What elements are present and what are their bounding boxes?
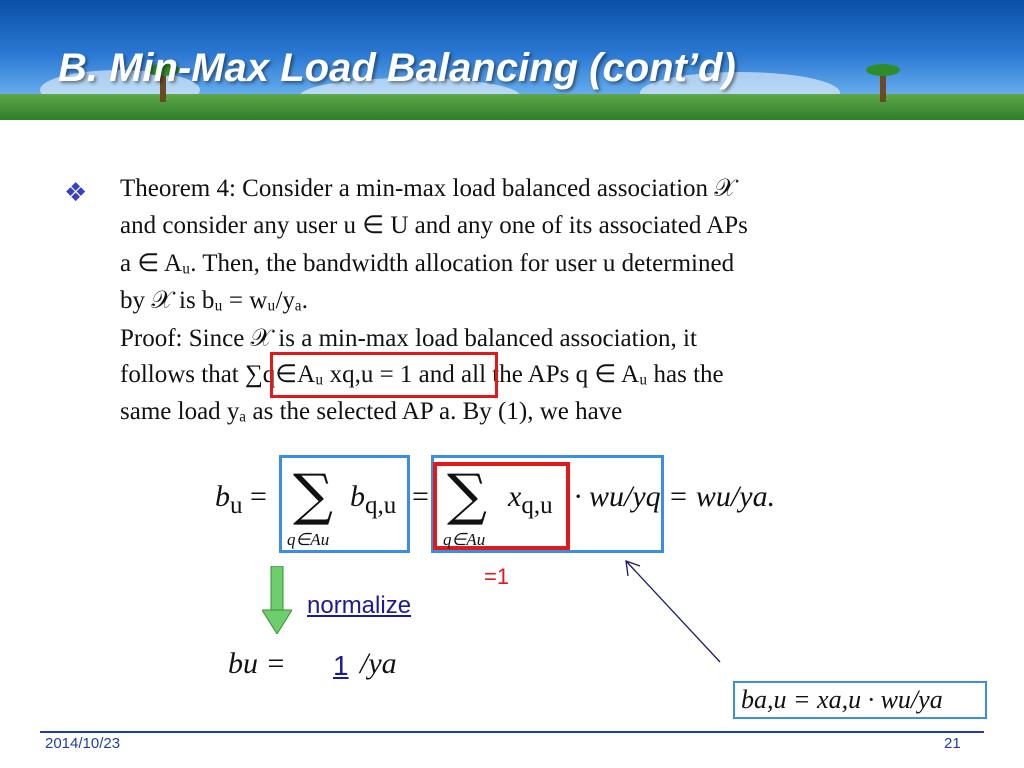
sum2-term: $x_{q,u}$	[508, 480, 553, 519]
slide-title: B. Min-Max Load Balancing (cont’d)	[58, 46, 736, 90]
palm-leaf	[866, 64, 900, 76]
footer-date: 2014/10/23	[45, 735, 121, 752]
sum1-term: $b_{q,u}$	[350, 480, 397, 519]
equation-tail: · wu/yq = wu/ya.	[574, 480, 776, 513]
theorem-line-3: a ∈ Aᵤ. Then, the bandwidth allocation for user u determined	[120, 250, 735, 277]
sigma-symbol: ∑	[293, 463, 333, 528]
page-number: 21	[944, 735, 961, 752]
footer-divider	[40, 731, 984, 733]
equation-equals: =	[412, 480, 429, 513]
proof-line-2: follows that ∑q∈Aᵤ xq,u = 1 and all the APs q ∈ Aᵤ has the	[120, 361, 724, 388]
sum-highlight-box	[270, 352, 498, 398]
theorem-line-2: and consider any user u ∈ U and any one of its associated APs	[120, 212, 748, 239]
normalize-label: normalize	[307, 592, 412, 619]
sigma-symbol: ∑	[447, 463, 487, 528]
equals-one-label: =1	[484, 564, 510, 589]
theorem-line-4: by 𝒳 is bᵤ = wᵤ/yₐ.	[120, 287, 308, 314]
proof-line-1: Proof: Since 𝒳 is a min-max load balanced association, it	[120, 325, 697, 352]
normalized-tail: /ya	[360, 647, 397, 680]
diamond-cluster-icon: ❖	[64, 178, 88, 208]
normalized-lhs: bu =	[228, 647, 286, 680]
annotation-formula: ba,u = xa,u · wu/ya	[733, 681, 987, 719]
theorem-line-1: Theorem 4: Consider a min-max load balanced association 𝒳	[120, 175, 736, 202]
sum1-index: q∈Au	[287, 530, 330, 549]
grass-strip	[0, 94, 1024, 120]
normalized-one: 1	[333, 650, 349, 681]
sum2-index: q∈Au	[443, 530, 486, 549]
proof-line-3: same load yₐ as the selected AP a. By (1), we have	[120, 398, 623, 425]
down-arrow-icon	[262, 566, 292, 634]
equation-lhs: $b_u$ =	[215, 480, 267, 519]
